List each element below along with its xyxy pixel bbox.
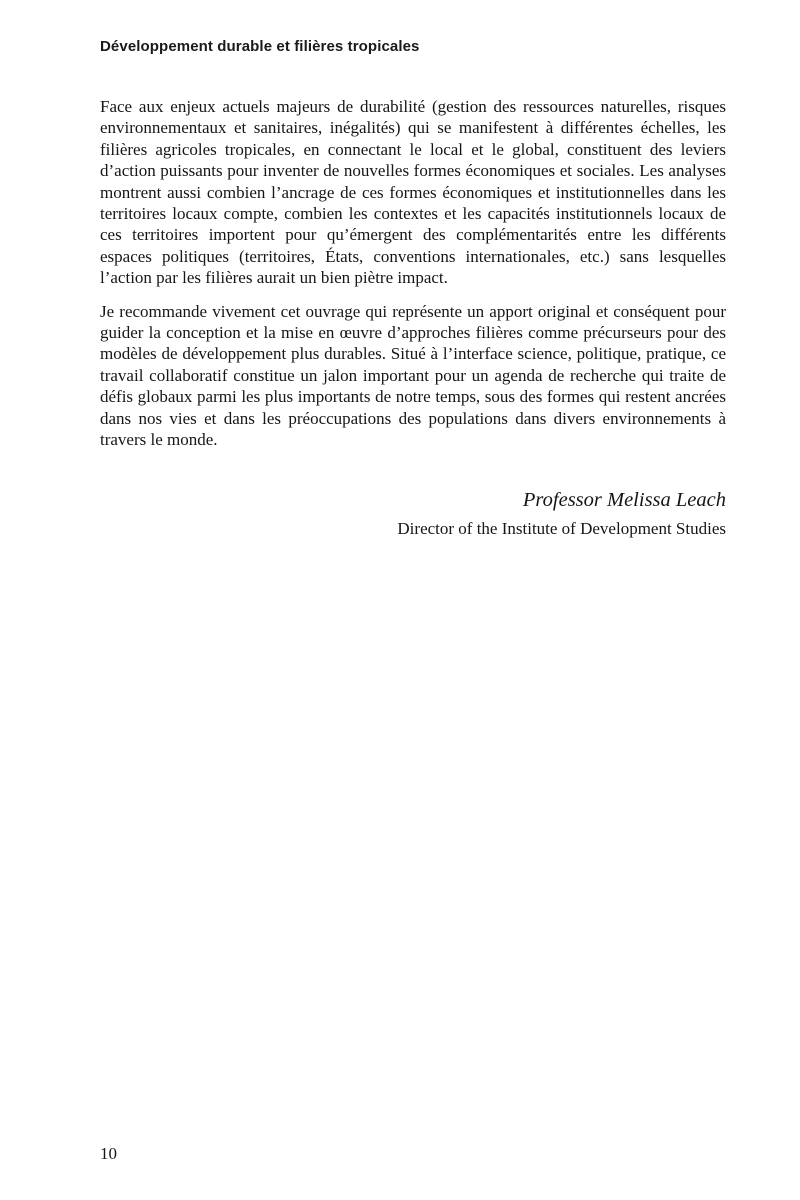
signature-name: Professor Melissa Leach (522, 488, 726, 511)
paragraph-1: Face aux enjeux actuels majeurs de durabilité (gestion des ressources naturelles, risques environnementaux et sanitaires, inégalités) qui se manifestent à différentes échelles, les filières agricoles tropicales, en connectant le local et le global, constituent des leviers d’action puissants pour inventer de nouvelles formes économiques et sociales. Les analyses montrent aussi combien l’ancrage de ces formes économiques et institutionnelles dans les territoires locaux compte, combien les contextes et les capacités institutionnels locaux de ces territoires importent pour qu’émergent des complémentarités entre les différents espaces politiques (territoires, États, conventions internationales, etc.) sans lesquelles l’action par les filières aurait un bien piètre impact. (100, 97, 726, 288)
signature-title: Director of the Institute of Development Studies (397, 518, 726, 538)
paragraph-2: Je recommande vivement cet ouvrage qui représente un apport original et conséquent pour guider la conception et la mise en œuvre d’approches filières comme précurseurs pour des modèles de développement plus durables. Situé à l’interface science, politique, pratique, ce travail collaboratif constitue un jalon important pour un agenda de recherche qui traite de défis globaux parmi les plus importants de notre temps, sous des formes qui restent ancrées dans nos vies et dans les préoccupations des populations dans divers environnements à travers le monde. (100, 301, 726, 450)
running-header: Développement durable et filières tropicales (100, 38, 420, 55)
signature-block (100, 487, 726, 540)
page-number: 10 (100, 1144, 117, 1163)
body-text (100, 96, 726, 540)
